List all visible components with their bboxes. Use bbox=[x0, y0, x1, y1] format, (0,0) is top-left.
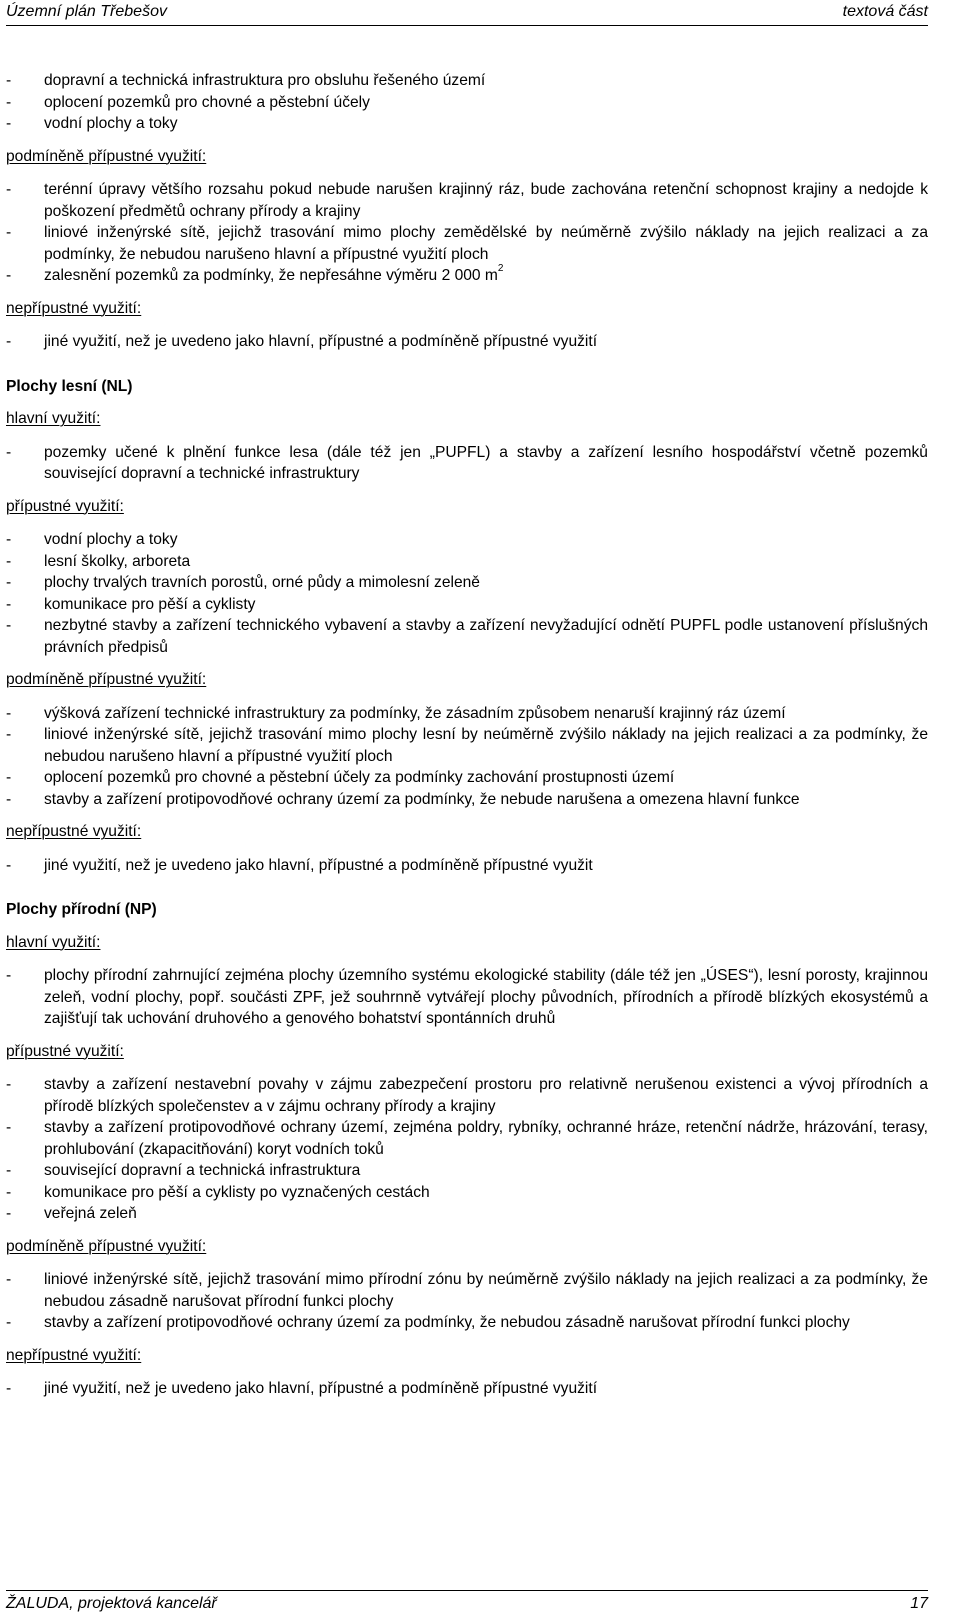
label-pripustne: přípustné využití: bbox=[6, 1042, 124, 1060]
label-hlavni: hlavní využití: bbox=[6, 933, 101, 951]
label-nepripustne: nepřípustné využití: bbox=[6, 299, 142, 317]
list-item: - plochy trvalých travních porostů, orné půdy a mimolesní zeleně bbox=[6, 574, 480, 591]
list-item: - plochy přírodní zahrnující zejména plochy územního systému ekologické stability (dále též jen „ÚSES“), lesní porosty, krajinnou zeleň, vodní plochy, popř. součásti ZPF, jež souhrnně vytvářejí plochy původních, přírodních a přírodě blízkých ekosystémů a zajišťují tak uchování druhového a genového bohatství spontánních druhů bbox=[6, 967, 928, 1027]
company-name: ŽALUDA, projektová kancelář bbox=[6, 1595, 217, 1612]
section0-items bbox=[6, 70, 928, 135]
page-header bbox=[6, 0, 928, 26]
list-item: - lesní školky, arboreta bbox=[6, 552, 191, 570]
page-footer bbox=[6, 1590, 928, 1612]
section1-pripustne-list bbox=[6, 529, 928, 658]
list-item: - veřejná zeleň bbox=[6, 1205, 137, 1222]
section-title-prirodni: Plochy přírodní (NP) bbox=[6, 901, 157, 918]
list-item: - zalesnění pozemků za podmínky, že nepřesáhne výměru 2 000 $m^2$ bbox=[6, 263, 504, 284]
list-item: - vodní plochy a toky bbox=[6, 115, 178, 132]
document-title: Územní plán Třebešov bbox=[6, 3, 167, 20]
section2-pripustne-list bbox=[6, 1074, 928, 1225]
document-part: textová část bbox=[842, 3, 928, 20]
list-item: - oplocení pozemků pro chovné a pěstební účely za podmínky zachování prostupnosti území bbox=[6, 769, 675, 786]
section-title-lesni: Plochy lesní (NL) bbox=[6, 377, 133, 395]
label-nepripustne: nepřípustné využití: bbox=[6, 823, 142, 840]
section2-podminene-list bbox=[6, 1269, 928, 1334]
label-nepripustne: nepřípustné využití: bbox=[6, 1346, 142, 1364]
document-body bbox=[6, 70, 928, 1400]
label-podminene: podmíněně přípustné využití: bbox=[6, 147, 207, 165]
list-item: - dopravní a technická infrastruktura pro obsluhu řešeného území bbox=[6, 72, 486, 89]
list-item: - související dopravní a technická infrastruktura bbox=[6, 1162, 361, 1179]
list-item: - stavby a zařízení protipovodňové ochrany území, zejména poldry, rybníky, ochranné hráze, retenční nádrže, hrázování, terasy, prohlubování (zkapacitňování) koryt vodních toků bbox=[6, 1119, 928, 1158]
list-item: - liniové inženýrské sítě, jejichž trasování mimo plochy zemědělské by neúměrně zvýšilo náklady na jejich realizaci a za podmínky, že nebudou narušeno hlavní a přípustné využití ploch bbox=[6, 224, 928, 263]
list-item: - stavby a zařízení protipovodňové ochrany území za podmínky, že nebude narušena a omezena hlavní funkce bbox=[6, 790, 800, 808]
section1-podminene-list bbox=[6, 703, 928, 811]
list-item: - stavby a zařízení nestavební povahy v zájmu zabezpečení prostoru pro relativně nerušenou existenci a vývoj přírodních a přírodě blízkých společenstev a v zájmu ochrany přírody a krajiny bbox=[6, 1076, 928, 1115]
list-item: - výšková zařízení technické infrastruktury za podmínky, že zásadním způsobem nenaruší krajinný ráz území bbox=[6, 704, 786, 722]
list-item: - komunikace pro pěší a cyklisty po vyznačených cestách bbox=[6, 1183, 430, 1201]
list-item: - jiné využití, než je uvedeno jako hlavní, přípustné a podmíněně přípustné využití bbox=[6, 1380, 598, 1397]
list-item: - jiné využití, než je uvedeno jako hlavní, přípustné a podmíněně přípustné využit bbox=[6, 856, 593, 874]
list-item: - oplocení pozemků pro chovné a pěstební účely bbox=[6, 93, 370, 111]
list-item: - nezbytné stavby a zařízení technického vybavení a stavby a zařízení nevyžadující odnětí PUPFL podle ustanovení příslušných právních předpisů bbox=[6, 617, 928, 656]
section0-podminene-list bbox=[6, 179, 928, 287]
label-pripustne: přípustné využití: bbox=[6, 497, 124, 515]
list-item: - liniové inženýrské sítě, jejichž trasování mimo přírodní zónu by neúměrně zvýšilo náklady na jejich realizaci a za podmínky, že nebudou zásadně narušovat přírodní funkci plochy bbox=[6, 1271, 928, 1310]
list-item: - pozemky učené k plnění funkce lesa (dále též jen „PUPFL) a stavby a zařízení lesního hospodářství včetně pozemků související dopravní a technické infrastruktury bbox=[6, 443, 928, 482]
section2-nepripustne-list bbox=[6, 1378, 928, 1400]
list-item: - liniové inženýrské sítě, jejichž trasování mimo plochy lesní by neúměrně zvýšilo náklady na jejich realizaci a za podmínky, že nebudou narušeno hlavní a přípustné využití ploch bbox=[6, 726, 928, 765]
list-item: - stavby a zařízení protipovodňové ochrany území za podmínky, že nebudou zásadně narušovat přírodní funkci plochy bbox=[6, 1314, 850, 1331]
section0-nepripustne-list bbox=[6, 331, 928, 353]
label-hlavni: hlavní využití: bbox=[6, 410, 101, 427]
list-item: - komunikace pro pěší a cyklisty bbox=[6, 595, 256, 613]
label-podminene: podmíněně přípustné využití: bbox=[6, 1237, 207, 1255]
page-number: 17 bbox=[910, 1595, 928, 1612]
section1-nepripustne-list bbox=[6, 855, 928, 877]
section1-hlavni-list bbox=[6, 442, 928, 485]
list-item: - terénní úpravy většího rozsahu pokud nebude narušen krajinný ráz, bude zachována retenční schopnost krajiny a nedojde k poškození předmětů ochrany přírody a krajiny bbox=[6, 181, 928, 220]
section2-hlavni-list bbox=[6, 965, 928, 1030]
label-podminene: podmíněně přípustné využití: bbox=[6, 671, 207, 688]
list-item: - vodní plochy a toky bbox=[6, 531, 178, 548]
list-item: - jiné využití, než je uvedeno jako hlavní, přípustné a podmíněně přípustné využití bbox=[6, 333, 598, 350]
